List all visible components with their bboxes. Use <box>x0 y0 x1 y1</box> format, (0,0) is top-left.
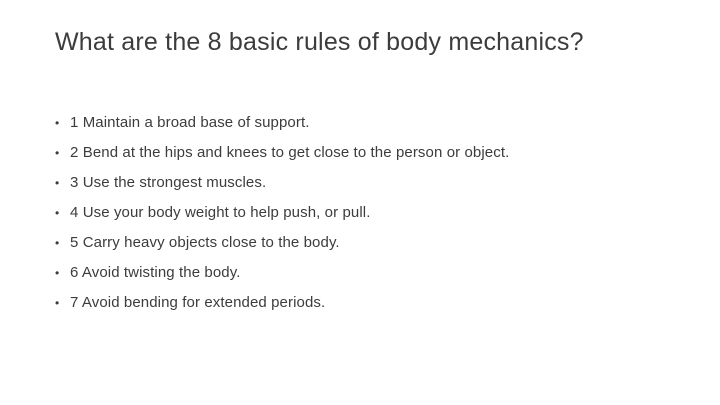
bullet-icon: • <box>55 296 60 310</box>
list-item <box>55 108 690 138</box>
list-item <box>55 198 690 228</box>
bullet-text: 2 Bend at the hips and knees to get close to the person or object. <box>70 144 510 161</box>
bullet-text: 3 Use the strongest muscles. <box>70 174 267 191</box>
bullet-icon: • <box>55 266 60 280</box>
list-item <box>55 288 690 318</box>
bullet-text: 1 Maintain a broad base of support. <box>70 114 310 131</box>
bullet-text: 5 Carry heavy objects close to the body. <box>70 234 340 251</box>
list-item <box>55 228 690 258</box>
bullet-text: 6 Avoid twisting the body. <box>70 264 241 281</box>
bullet-icon: • <box>55 176 60 190</box>
bullet-icon: • <box>55 206 60 220</box>
bullet-icon: • <box>55 236 60 250</box>
bullet-icon: • <box>55 146 60 160</box>
list-item <box>55 258 690 288</box>
bullet-icon: • <box>55 116 60 130</box>
list-item <box>55 168 690 198</box>
list-item <box>55 138 690 168</box>
slide-title: What are the 8 basic rules of body mechanics? <box>55 28 584 56</box>
bullet-text: 4 Use your body weight to help push, or pull. <box>70 204 371 221</box>
bullet-text: 7 Avoid bending for extended periods. <box>70 294 326 311</box>
bullet-list <box>55 108 690 318</box>
